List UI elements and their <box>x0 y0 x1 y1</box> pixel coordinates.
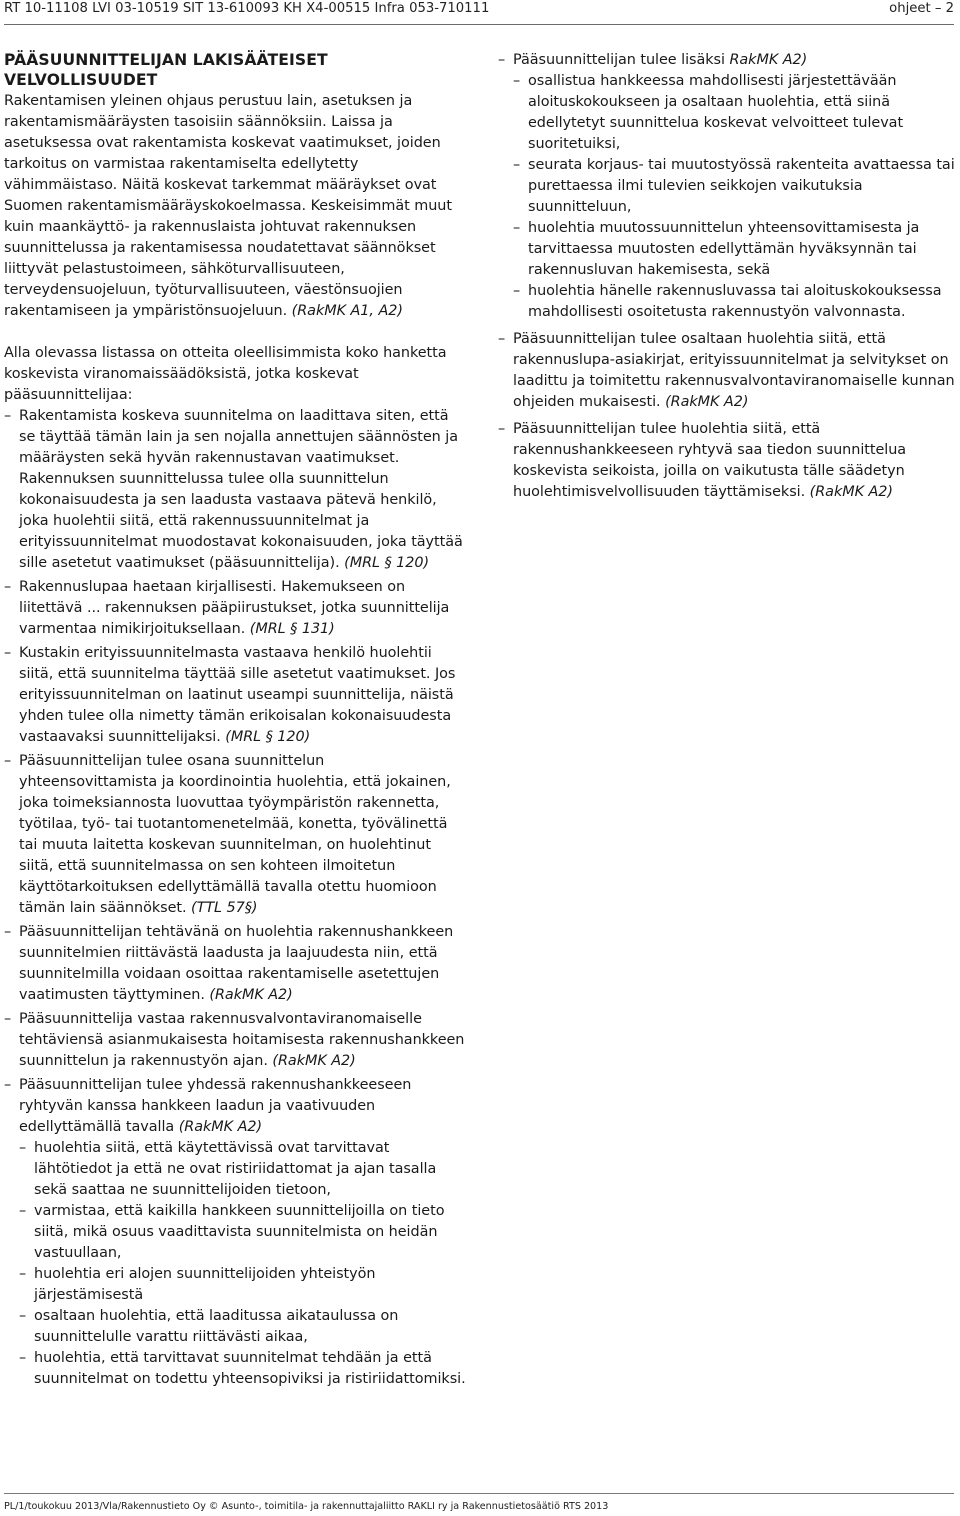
list-item <box>498 50 958 323</box>
list-item-reference: (MRL § 120) <box>344 555 430 571</box>
list-item-reference: (RakMK A2) <box>809 484 893 500</box>
list-item-reference: (RakMK A2) <box>209 987 293 1003</box>
sub-list-item: – huolehtia siitä, että käytettävissä ovat tarvittavat lähtötiedot ja että ne ovat ristiriidattomat ja ajan tasalla sekä saattaa ne suunnittelijoiden tietoon, <box>19 1138 466 1201</box>
requirements-list <box>4 406 466 1390</box>
list-item-text: Pääsuunnittelijan tulee osaltaan huolehtia siitä, että rakennuslupa-asiakirjat, erityissuunnitelmat ja selvitykset on laadittu ja toimitettu rakennusvalvontaviranomaiselle kunnan ohjeiden mukaisesti. <box>513 331 955 410</box>
left-column <box>4 50 466 1393</box>
list-item <box>4 577 466 640</box>
list-intro: Alla olevassa listassa on otteita oleellisimmista koko hanketta koskevista viranomaissäädöksistä, jotka koskevat pääsuunnittelijaa: <box>4 345 447 403</box>
page-header <box>4 0 954 25</box>
page-number: ohjeet – 2 <box>889 1 954 16</box>
sub-list-item: – varmistaa, että kaikilla hankkeen suunnittelijoilla on tieto siitä, mikä osuus vaadittavista suunnitelmista on heidän vastuullaan, <box>19 1201 466 1264</box>
list-item-reference: (RakMK A2) <box>665 394 749 410</box>
list-item-reference: (RakMK A2) <box>272 1053 356 1069</box>
list-item <box>498 419 958 503</box>
list-item <box>4 922 466 1006</box>
classification-codes: RT 10-11108 LVI 03-10519 SIT 13-610093 KH X4-00515 Infra 053-710111 <box>4 1 490 16</box>
intro-paragraph <box>4 91 466 322</box>
list-item-text: Kustakin erityissuunnitelmasta vastaava henkilö huolehtii siitä, että suunnitelma täyttää sille asetetut vaatimukset. Jos erityissuunnitelman on laatinut useampi suunnittelija, näistä yhden tulee olla nimetty tämän erikoisalan kokonaisuudesta vastaavaksi suunnittelijaksi. <box>19 645 456 745</box>
list-item <box>4 1009 466 1072</box>
sub-list-item: – osaltaan huolehtia, että laaditussa aikataulussa on suunnittelulle varattu riittävästi aikaa, <box>19 1306 466 1348</box>
sub-list <box>19 1138 466 1390</box>
list-item-reference: (MRL § 120) <box>225 729 311 745</box>
list-item-text: Rakennuslupaa haetaan kirjallisesti. Hakemukseen on liitettävä ... rakennuksen pääpiirustukset, jotka suunnittelija varmentaa nimikirjoituksellaan. <box>19 579 450 637</box>
list-item-text: Pääsuunnittelijan tulee yhdessä rakennushankkeeseen ryhtyvän kanssa hankkeen laadun ja vaativuuden edellyttämällä tavalla <box>19 1077 412 1135</box>
page-footer <box>4 1493 954 1512</box>
sub-list-item: – huolehtia muutossuunnittelun yhteensovittamisesta ja tarvittaessa muutosten edellyttämän hyväksynnän tai rakennusluvan hakemisesta, sekä <box>513 218 958 281</box>
additional-duties-list <box>498 50 958 503</box>
sub-list-item: – huolehtia eri alojen suunnittelijoiden yhteistyön järjestämisestä <box>19 1264 466 1306</box>
list-item-reference: (MRL § 131) <box>249 621 335 637</box>
list-item <box>4 751 466 919</box>
list-item <box>4 406 466 574</box>
sub-list-item: – huolehtia hänelle rakennusluvassa tai aloituskokouksessa mahdollisesti osoitetusta rakennustyön valvonnasta. <box>513 281 958 323</box>
list-item-text: Pääsuunnittelija vastaa rakennusvalvontaviranomaiselle tehtäviensä asianmukaisesta hoitamisesta rakennushankkeen suunnittelun ja rakennustyön ajan. <box>19 1011 465 1069</box>
list-item-text: Rakentamista koskeva suunnitelma on laadittava siten, että se täyttää tämän lain ja sen nojalla annettujen säännösten ja määräysten sekä hyvän rakennustavan vaatimukset. Rakennuksen suunnittelussa tulee olla suunnittelun kokonaisuudesta ja sen laadusta vastaava pätevä henkilö, joka huolehtii siitä, että rakennussuunnitelmat ja erityissuunnitelmat muodostavat kokonaisuuden, joka täyttää sille asetetut vaatimukset (pääsuunnittelija). <box>19 408 463 571</box>
list-item-text: Pääsuunnittelijan tulee osana suunnittelun yhteensovittamista ja koordinointia huolehtia, että jokainen, joka toimeksiannosta luovuttaa työympäristön rakennetta, työtilaa, työ- tai tuotantomenetelmää, konetta, työvälinettä tai muuta laitetta koskevan suunnitelman, on huolehtinut siitä, että suunnitelmassa on sen kohteen ilmoitetun käyttötarkoituksen edellyttämällä tavalla otettu huomioon tämän lain säännökset. <box>19 753 451 916</box>
sub-list <box>513 71 958 323</box>
list-item-reference: (TTL 57§) <box>191 900 258 916</box>
right-column <box>498 50 958 509</box>
list-item-reference: (RakMK A2) <box>178 1119 263 1135</box>
footer-text: PL/1/toukokuu 2013/Vla/Rakennustieto Oy © Asunto-, toimitila- ja rakennuttajaliitto RAKLI ry ja Rakennustietosäätiö RTS 2013 <box>4 1501 609 1512</box>
sub-list-item: – seurata korjaus- tai muutostyössä rakenteita avattaessa tai purettaessa ilmi tulevien seikkojen vaikutuksia suunnitteluun, <box>513 155 958 218</box>
list-item-text: Pääsuunnittelijan tehtävänä on huolehtia rakennushankkeen suunnitelmien riittävästä laadusta ja laajuudesta niin, että suunnitelmilla voidaan osoittaa rakentamiselle asetettujen vaatimusten täyttyminen. <box>19 924 454 1003</box>
list-item <box>4 1075 466 1390</box>
list-item <box>498 329 958 413</box>
sub-list-item: – huolehtia, että tarvittavat suunnitelmat tehdään ja että suunnitelmat on todettu yhteensopiviksi ja ristiriidattomiksi. <box>19 1348 466 1390</box>
sub-list-item: – osallistua hankkeessa mahdollisesti järjestettävään aloituskokoukseen ja osaltaan huolehtia, että siinä edellytetyt suunnittelua koskevat velvoitteet tulevat suoritetuiksi, <box>513 71 958 155</box>
list-item-text: Pääsuunnittelijan tulee huolehtia siitä, että rakennushankkeeseen ryhtyvä saa tiedon suunnittelua koskevista seikoista, joilla on vaikutusta tälle säädetyn huolehtimisvelvollisuuden täyttämiseksi. <box>513 421 907 500</box>
list-item <box>4 643 466 748</box>
intro-text: Rakentamisen yleinen ohjaus perustuu lain, asetuksen ja rakentamismääräysten tasoisiin säännöksiin. Laissa ja asetuksessa ovat rakentamista koskevat vaatimukset, joiden tarkoitus on varmistaa rakentamiselta edellytetty vähimmäistaso. Näitä koskevat tarkemmat määräykset ovat Suomen rakentamismääräyskokoelmassa. Keskeisimmät muut kuin maankäyttö- ja rakennuslaista johtuvat rakennuksen suunnittelussa ja rakentamisessa noudatettavat säännökset liittyvät pelastustoimeen, sähköturvallisuuteen, terveydensuojeluun, työturvallisuuteen, väestönsuojien rakentamiseen ja ympäristönsuojeluun. <box>4 93 452 319</box>
list-item-reference: RakMK A2) <box>729 52 808 68</box>
list-item-text: Pääsuunnittelijan tulee lisäksi <box>513 52 725 68</box>
section-heading: PÄÄSUUNNITTELIJAN LAKISÄÄTEISET VELVOLLISUUDET <box>4 51 328 89</box>
intro-reference: (RakMK A1, A2) <box>291 303 403 319</box>
